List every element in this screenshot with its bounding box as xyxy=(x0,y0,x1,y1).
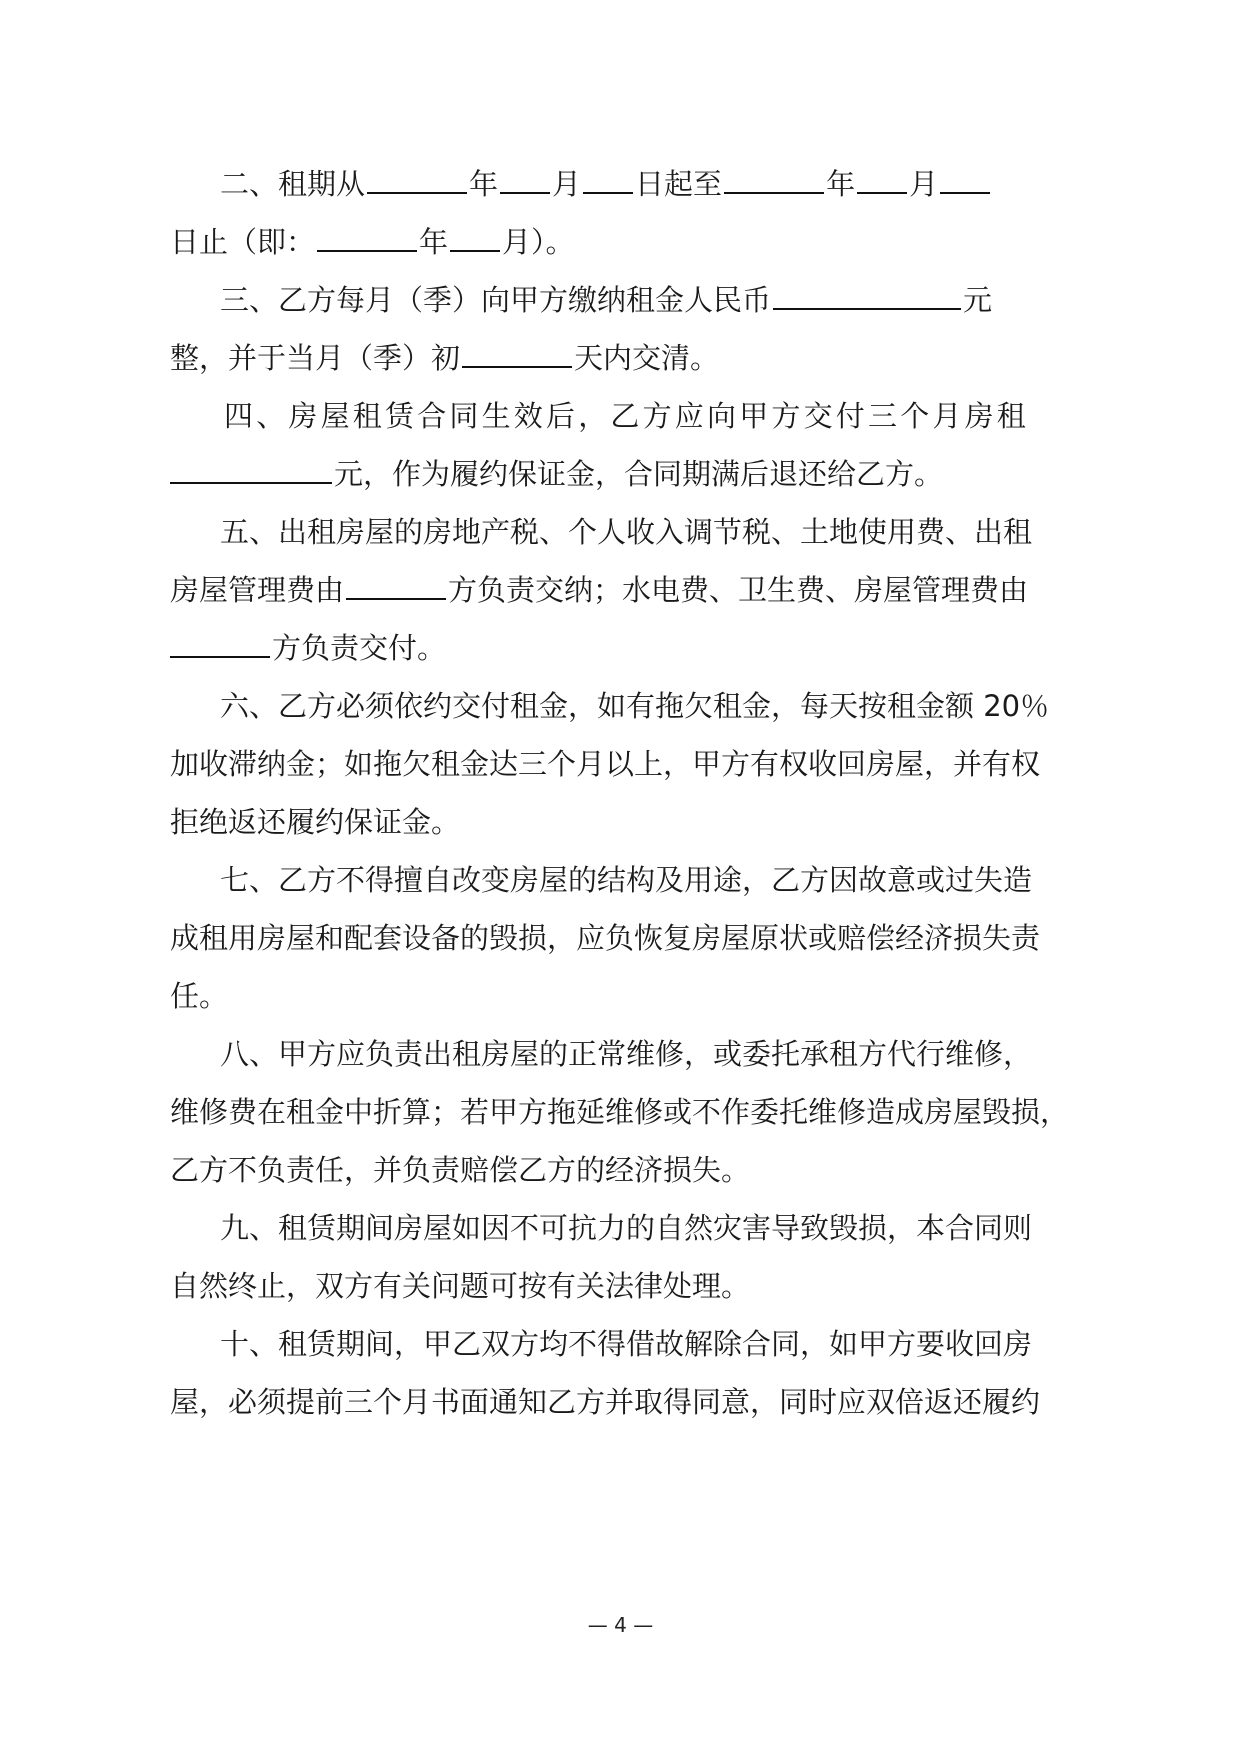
end-month-blank xyxy=(857,166,907,194)
clause-2-text: 年 xyxy=(826,167,856,201)
clause-2-text: 日止（即： xyxy=(170,225,316,259)
clause-4-text: 四、房屋租赁合同生效后，乙方应向甲方交付三个月房租 xyxy=(224,399,1030,433)
clause-5-text: 房屋管理费由 xyxy=(170,573,345,607)
clause-3-text: 天内交清。 xyxy=(574,341,720,375)
clause-4-line-1 xyxy=(224,396,1029,436)
clause-9-line-1: 九、租赁期间房屋如因不可抗力的自然灾害导致毁损，本合同则 xyxy=(220,1211,1033,1245)
clause-10-line-1: 十、租赁期间，甲乙双方均不得借故解除合同，如甲方要收回房 xyxy=(220,1327,1033,1361)
clause-8-line-2: 维修费在租金中折算；若甲方拖延维修或不作委托维修造成房屋毁损， xyxy=(170,1095,1070,1129)
tax-payer-blank xyxy=(346,572,446,600)
clause-2-text: 月 xyxy=(552,167,582,201)
clause-2-text: 年 xyxy=(469,167,499,201)
term-year-blank xyxy=(317,224,417,252)
clause-10-line-2: 屋，必须提前三个月书面通知乙方并取得同意，同时应双倍返还履约 xyxy=(170,1385,1041,1419)
clause-2-line-2 xyxy=(170,222,575,262)
start-day-blank xyxy=(583,166,633,194)
clause-5-line-1 xyxy=(220,512,1032,552)
deposit-amount-blank xyxy=(170,456,332,484)
clause-9-line-2: 自然终止，双方有关问题可按有关法律处理。 xyxy=(170,1269,751,1303)
clause-6-line-1: 六、乙方必须依约交付租金，如有拖欠租金，每天按租金额 20％ xyxy=(220,689,1050,723)
clause-2-text: 月 xyxy=(909,167,939,201)
clause-5-line-2 xyxy=(170,570,1028,610)
clause-2-text: 月）。 xyxy=(502,225,575,259)
clause-6-line-3: 拒绝返还履约保证金。 xyxy=(170,805,461,839)
clause-8-line-3: 乙方不负责任，并负责赔偿乙方的经济损失。 xyxy=(170,1153,751,1187)
rent-amount-blank xyxy=(773,282,961,310)
clause-2-text: 日起至 xyxy=(635,167,723,201)
end-day-blank xyxy=(940,166,990,194)
end-year-blank xyxy=(724,166,824,194)
payment-days-blank xyxy=(462,340,572,368)
clause-5-text: 方负责交纳；水电费、卫生费、房屋管理费由 xyxy=(448,573,1029,607)
clause-7-line-3: 任。 xyxy=(170,979,229,1013)
clause-7-line-1: 七、乙方不得擅自改变房屋的结构及用途，乙方因故意或过失造 xyxy=(220,863,1033,897)
term-month-blank xyxy=(450,224,500,252)
clause-4-text: 元，作为履约保证金，合同期满后退还给乙方。 xyxy=(334,457,944,491)
clause-3-text: 三、乙方每月（季）向甲方缴纳租金人民币 xyxy=(220,283,772,317)
clause-5-line-3 xyxy=(170,628,446,668)
clause-3-line-2 xyxy=(170,338,719,378)
clause-4-line-2 xyxy=(170,454,943,494)
clause-7-line-2: 成租用房屋和配套设备的毁损，应负恢复房屋原状或赔偿经济损失责 xyxy=(170,921,1041,955)
start-month-blank xyxy=(500,166,550,194)
clause-5-text: 方负责交付。 xyxy=(272,631,447,665)
utility-payer-blank xyxy=(170,630,270,658)
clause-2-line-1 xyxy=(220,164,992,204)
clause-3-text: 元 xyxy=(963,283,993,317)
page-number: — 4 — xyxy=(587,1613,654,1637)
clause-8-line-1: 八、甲方应负责出租房屋的正常维修，或委托承租方代行维修， xyxy=(220,1037,1033,1071)
clause-3-text: 整，并于当月（季）初 xyxy=(170,341,461,375)
start-year-blank xyxy=(367,166,467,194)
clause-3-line-1 xyxy=(220,280,992,320)
clause-2-text: 二、租期从 xyxy=(220,167,366,201)
clause-6-line-2: 加收滞纳金；如拖欠租金达三个月以上，甲方有权收回房屋，并有权 xyxy=(170,747,1041,781)
clause-2-text: 年 xyxy=(419,225,449,259)
clause-5-text: 五、出租房屋的房地产税、个人收入调节税、土地使用费、出租 xyxy=(220,515,1033,549)
